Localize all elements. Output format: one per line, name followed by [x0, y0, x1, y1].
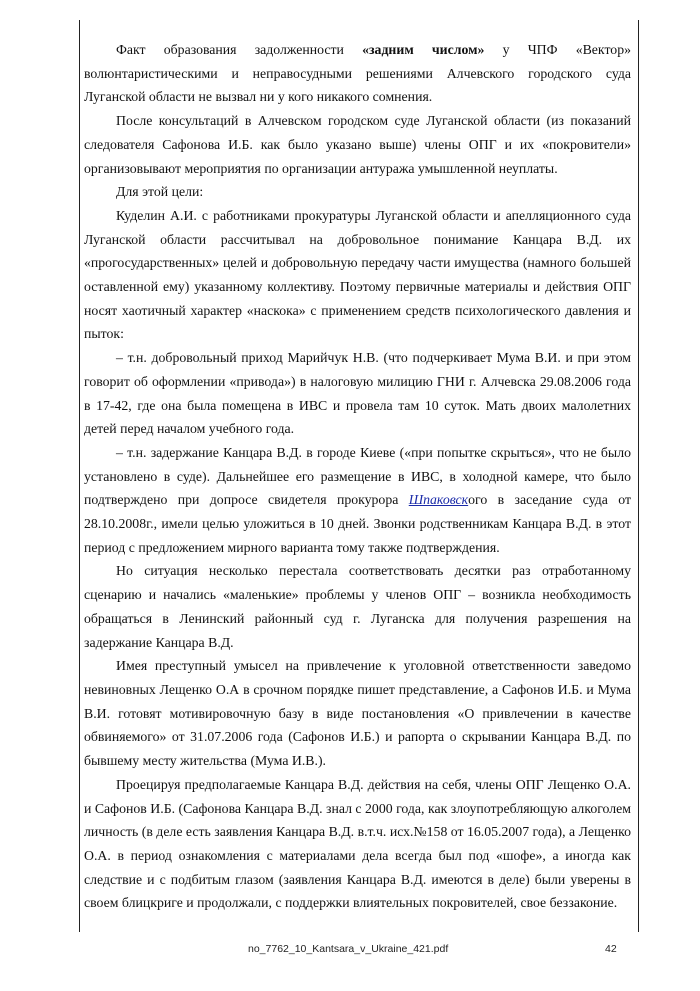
paragraph-4: Куделин А.И. с работниками прокуратуры Луганской области и апелляционного суда Луганской области рассчитывал на добровольное понимание Канцара В.Д. их «прогосударственных» целей и добровольную передачу части имущества (намного большей оставленной ему) указанному коллективу. Поэтому первичные материалы и действия ОПГ носят хаотичный характер «наскока» с применением средств психологического давления и пыток: [84, 207, 631, 342]
paragraph-3: Для этой цели: [116, 184, 204, 200]
footer-filename: no_7762_10_Kantsara_v_Ukraine_421.pdf [248, 943, 449, 955]
page-body [84, 38, 631, 915]
paragraph-1-before: Факт образования задолженности [116, 42, 363, 57]
prosecutor-name-link[interactable]: Шпаковск [408, 492, 469, 508]
paragraph-6-after: ого в заседание суда от 28.10.2008г., имели целью уложиться в 10 дней. Звонки родственникам Канцара В.Д. в этот период с предложением мирного варианта тому также подтверждения. [84, 492, 631, 555]
right-margin-rule [638, 20, 639, 932]
paragraph-5-list-item: – т.н. добровольный приход Марийчук Н.В. (что подчеркивает Мума В.И. и при этом говорит об оформлении «привода») в налоговую милицию ГНИ г. Алчевска 29.08.2006 года в 17-42, где она была помещена в ИВС и провела там 10 суток. Мать двоих малолетних детей перед началом учебного года. [84, 350, 631, 437]
emphasis-phrase: «задним числом» [362, 42, 485, 57]
paragraph-6-list-item [84, 441, 631, 560]
paragraph-9: Проецируя предполагаемые Канцара В.Д. действия на себя, члены ОПГ Лещенко О.А. и Сафонов И.Б. (Сафонова Канцара В.Д. знал с 2000 года, как злоупотребляющую алкоголем личность (в деле есть заявления Канцара В.Д. в.т.ч. исх.№158 от 16.05.2007 года), а Лещенко О.А. в период ознакомления с материалами дела всегда был под «шофе», а иногда как следствие и с подбитым глазом (заявления Канцара В.Д. имеются в деле) были уверены в своем блицкриге и продолжали, с поддержки влиятельных покровителей, свое беззаконие. [84, 776, 631, 911]
paragraph-7: Но ситуация несколько перестала соответствовать десятки раз отработанному сценарию и начались «маленькие» проблемы у членов ОПГ – возникла необходимость обращаться в Ленинский районный суд г. Луганска для получения разрешения на задержание Канцара В.Д. [84, 563, 631, 650]
paragraph-1-after: у ЧПФ «Вектор» волюнтаристическими и неправосудными решениями Алчевского городского суда Луганской области не вызвал ни у кого никакого сомнения. [84, 42, 631, 105]
page-number: 42 [605, 943, 617, 955]
paragraph-2: После консультаций в Алчевском городском суде Луганской области (из показаний следователя Сафонова И.Б. как было указано выше) члены ОПГ и их «покровители» организовывают мероприятия по организации антуража умышленной неуплаты. [84, 113, 631, 176]
paragraph-8: Имея преступный умысел на привлечение к уголовной ответственности заведомо невиновных Лещенко О.А в срочном порядке пишет представление, а Сафонов И.Б. и Мума В.И. готовят мотивировочную базу в виде постановления «О привлечении в качестве обвиняемого» от 31.07.2006 года (Сафонов И.Б.) и рапорта о скрывании Канцара В.Д. по бывшему месту жительства (Мума И.В.). [84, 658, 631, 769]
paragraph-6-before: – т.н. задержание Канцара В.Д. в городе Киеве («при попытке скрыться», что не было установлено в суде). Дальнейшее его размещение в ИВС, в холодной камере, что было подтверждено при допросе свидетеля прокурора [84, 444, 631, 508]
left-margin-rule [79, 20, 80, 932]
paragraph-1 [84, 38, 631, 109]
